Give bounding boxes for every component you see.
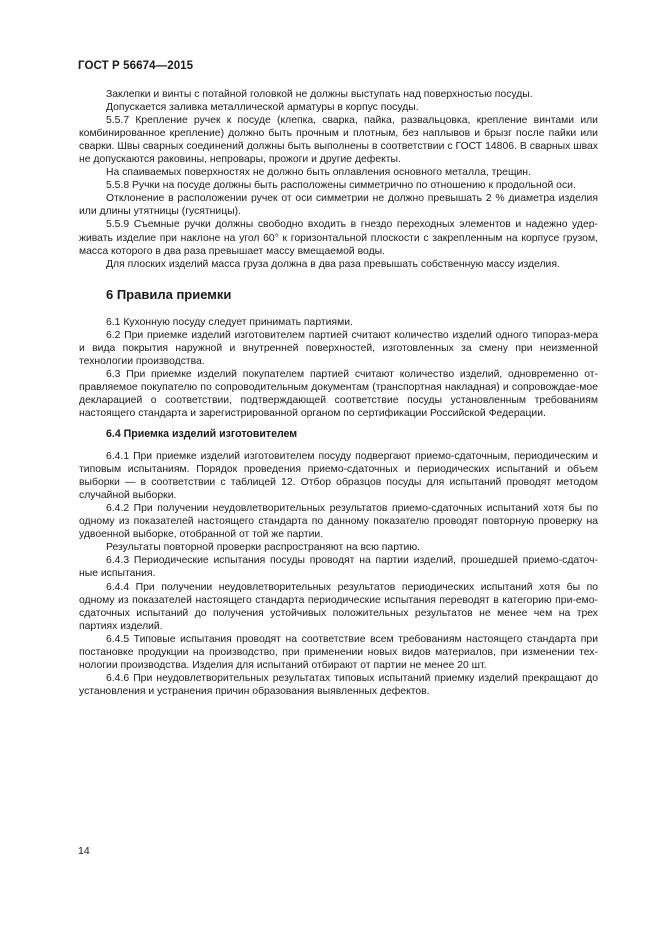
paragraph-6-1: 6.1 Кухонную посуду следует принимать партиями. bbox=[106, 316, 353, 328]
paragraph-6-4-6: 6.4.6 При неудовлетворительных результатах типовых испытаний приемку изделий прекращают до установления и устранения причин образования выявленных дефектов. bbox=[79, 672, 598, 697]
paragraph: Отклонение в расположении ручек от оси симметрии не должно превышать 2 % диаметра изделия или длины утятницы (гусятницы). bbox=[79, 193, 598, 218]
paragraph-6-4-3: 6.4.3 Периодические испытания посуды проводят на партии изделий, прошедшей приемо-сдаточ-ные испытания. bbox=[79, 555, 598, 580]
paragraph-6-2: 6.2 При приемке изделий изготовителем партией считают количество изделий одного типораз-мера и вида покрытия наружной и внутренней поверхностей, изготовленных за смену при неизменной технологии производства. bbox=[79, 329, 598, 367]
paragraph-6-3: 6.3 При приемке изделий покупателем партией считают количество изделий, одновременно от-правляемое покупателю по сопроводительным документам (транспортная накладная) и сопровождае-мое декларацией о соответствии, подтверждающей соответствие посуды установленным требованиям настоящего стандарта и зарегистрированной органом по сертификации Российской Федерации. bbox=[79, 368, 598, 419]
page-number: 14 bbox=[78, 845, 90, 857]
paragraph-5-5-7: 5.5.7 Крепление ручек к посуде (клепка, сварка, пайка, развальцовка, крепление винтами или комбинированное крепление) должно быть прочным и плотным, без наплывов и брызг после пайки или сварки. Швы сварных соединений должны быть выполнены в соответствии с ГОСТ 14806. В сварных швах не допускаются раковины, непровары, прожоги и другие дефекты. bbox=[79, 115, 598, 166]
paragraph-6-4-1: 6.4.1 При приемке изделий изготовителем посуду подвергают приемо-сдаточным, периодическим и типовым испытаниям. Порядок проведения приемо-сдаточных и периодических испытаний и объем выборки — в соответствии с таблицей 12. Отбор образцов посуды для испытаний проводят методом случайной выборки. bbox=[79, 451, 598, 502]
paragraph-6-4-5: 6.4.5 Типовые испытания проводят на соответствие всем требованиям настоящего стандарта при постановке продукции на производство, при применении новых видов материалов, при изменении тех-нологии производства. Изделия для испытаний отбирают от партии не менее 20 шт. bbox=[79, 633, 598, 671]
paragraph-5-5-8: 5.5.8 Ручки на посуде должны быть расположены симметрично по отношению к продольной оси. bbox=[106, 180, 576, 192]
paragraph: Допускается заливка металлической арматуры в корпус посуды. bbox=[106, 102, 419, 114]
document-header: ГОСТ Р 56674—2015 bbox=[78, 60, 194, 72]
section-6-4-heading: 6.4 Приемка изделий изготовителем bbox=[106, 428, 298, 441]
paragraph-6-4-4: 6.4.4 При получении неудовлетворительных результатов периодических испытаний хотя бы по одному из показателей настоящего стандарта периодические испытания переводят в категорию при-емо-сдаточных испытаний до получения устойчивых положительных результатов не менее чем на трех партиях изделий. bbox=[79, 581, 598, 632]
paragraph-6-4-2: 6.4.2 При получении неудовлетворительных результатов приемо-сдаточных испытаний хотя бы по одному из показателей настоящего стандарта по данному показателю проводят повторную проверку на удвоенной выборке, отобранной от той же партии. bbox=[79, 503, 598, 541]
paragraph: Для плоских изделий масса груза должна в два раза превышать собственную массу изделия. bbox=[106, 258, 560, 270]
page-body bbox=[79, 88, 598, 698]
paragraph: Результаты повторной проверки распространяют на всю партию. bbox=[106, 542, 420, 554]
section-6-heading: 6 Правила приемки bbox=[106, 286, 232, 302]
paragraph-5-5-9: 5.5.9 Съемные ручки должны свободно входить в гнездо переходных элементов и надежно удер-живать изделие при наклоне на угол 60° к горизонтальной плоскости с закрепленным на корпусе грузом, масса которого в два раза превышает массу вмещаемой воды. bbox=[79, 219, 598, 257]
paragraph: Заклепки и винты с потайной головкой не должны выступать над поверхностью посуды. bbox=[106, 89, 533, 100]
paragraph: На спаиваемых поверхностях не должно быть оплавления основного металла, трещин. bbox=[106, 167, 531, 179]
